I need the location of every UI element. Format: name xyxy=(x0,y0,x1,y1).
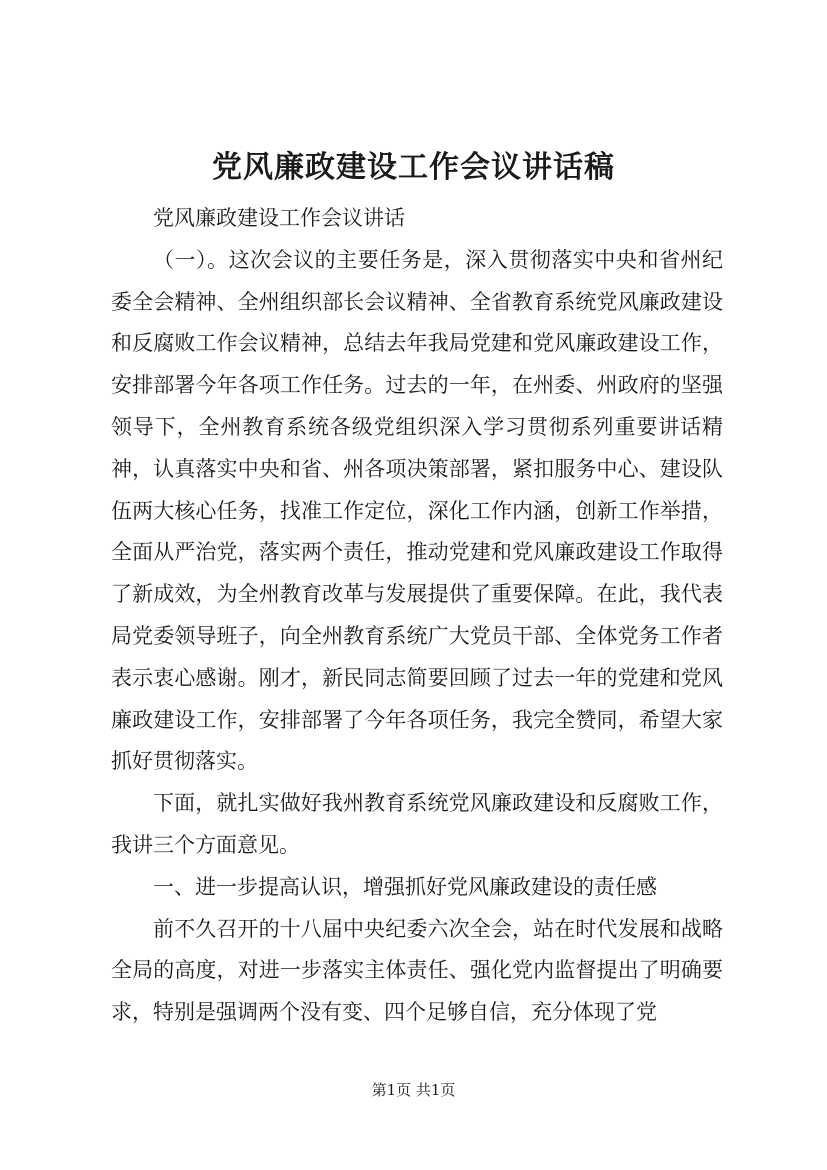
page-footer: 第1页 共1页 xyxy=(371,1081,456,1099)
paragraph-subtitle: 党风廉政建设工作会议讲话 xyxy=(153,206,405,230)
paragraph-transition: 下面，就扎实做好我州教育系统党风廉政建设和反腐败工作，我讲三个方面意见。 xyxy=(111,791,723,857)
document-body xyxy=(111,198,723,1034)
paragraph-intro: （一）。这次会议的主要任务是，深入贯彻落实中央和省州纪委全会精神、全州组织部长会议精神、全省教育系统党风廉政建设和反腐败工作会议精神，总结去年我局党建和党风廉政建设工作，安排部署今年各项工作任务。过去的一年，在州委、州政府的坚强领导下，全州教育系统各级党组织深入学习贯彻系列重要讲话精神，认真落实中央和省、州各项决策部署，紧扣服务中心、建设队伍两大核心任务，找准工作定位，深化工作内涵，创新工作举措，全面从严治党，落实两个责任，推动党建和党风廉政建设工作取得了新成效，为全州教育改革与发展提供了重要保障。在此，我代表局党委领导班子，向全州教育系统广大党员干部、全体党务工作者表示衷心感谢。刚才，新民同志简要回顾了过去一年的党建和党风廉政建设工作，安排部署了今年各项任务，我完全赞同，希望大家抓好贯彻落实。 xyxy=(111,247,723,774)
paragraph-section-1: 前不久召开的十八届中央纪委六次全会，站在时代发展和战略全局的高度，对进一步落实主体责任、强化党内监督提出了明确要求，特别是强调两个没有变、四个足够自信，充分体现了党 xyxy=(111,916,723,1025)
section-heading-1: 一、进一步提高认识，增强抓好党风廉政建设的责任感 xyxy=(153,874,657,899)
document-title: 党风廉政建设工作会议讲话稿 xyxy=(212,150,615,185)
